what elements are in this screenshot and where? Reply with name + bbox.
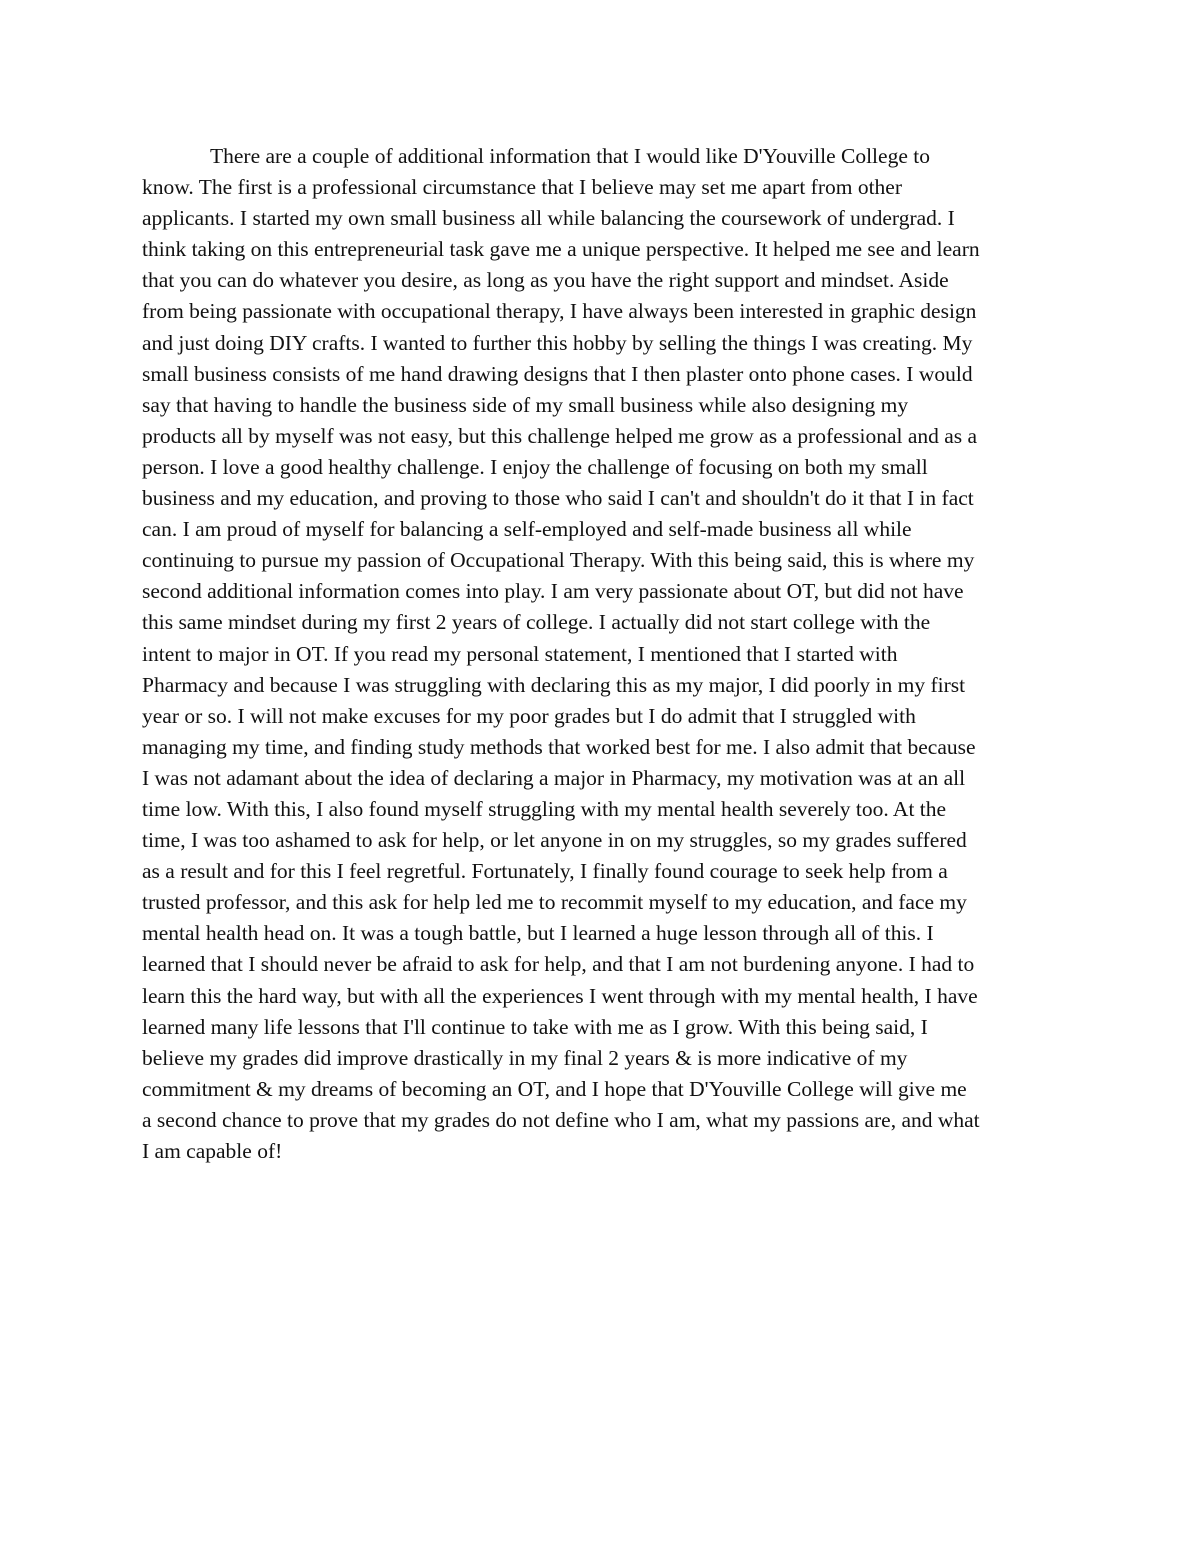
text-line: mental health head on. It was a tough battle, but I learned a huge lesson through all of this. I bbox=[142, 921, 934, 946]
text-line: I was not adamant about the idea of declaring a major in Pharmacy, my motivation was at an all bbox=[142, 765, 966, 790]
text-line: this same mindset during my first 2 years of college. I actually did not start college with the bbox=[142, 610, 931, 635]
text-line: Pharmacy and because I was struggling with declaring this as my major, I did poorly in my first bbox=[142, 672, 966, 697]
text-line: I am capable of! bbox=[142, 1139, 283, 1163]
text-line: a second chance to prove that my grades do not define who I am, what my passions are, and what bbox=[142, 1107, 980, 1132]
text-line: commitment & my dreams of becoming an OT, and I hope that D'Youville College will give me bbox=[142, 1076, 967, 1101]
text-line: There are a couple of additional information that I would like D'Youville College to bbox=[210, 144, 930, 168]
text-line: year or so. I will not make excuses for my poor grades but I do admit that I struggled with bbox=[142, 703, 916, 728]
text-line: that you can do whatever you desire, as long as you have the right support and mindset. Aside bbox=[142, 268, 949, 293]
text-line: time low. With this, I also found myself struggling with my mental health severely too. At the bbox=[142, 796, 947, 821]
text-line: time, I was too ashamed to ask for help, or let anyone in on my struggles, so my grades suffered bbox=[142, 828, 967, 853]
text-line: person. I love a good healthy challenge. I enjoy the challenge of focusing on both my small bbox=[142, 454, 928, 479]
text-line: products all by myself was not easy, but this challenge helped me grow as a professional and as a bbox=[142, 423, 978, 448]
essay-paragraph bbox=[142, 141, 1072, 1167]
text-line: intent to major in OT. If you read my personal statement, I mentioned that I started with bbox=[142, 641, 898, 666]
text-line: and just doing DIY crafts. I wanted to further this hobby by selling the things I was creating. My bbox=[142, 330, 973, 355]
text-line: business and my education, and proving to those who said I can't and shouldn't do it that I in fact bbox=[142, 486, 974, 511]
text-line: learned many life lessons that I'll continue to take with me as I grow. With this being said, I bbox=[142, 1014, 928, 1039]
text-line: trusted professor, and this ask for help led me to recommit myself to my education, and face my bbox=[142, 890, 967, 915]
text-line: small business consists of me hand drawing designs that I then plaster onto phone cases. I would bbox=[142, 361, 973, 386]
text-line: think taking on this entrepreneurial task gave me a unique perspective. It helped me see and learn bbox=[142, 237, 980, 262]
text-line: say that having to handle the business side of my small business while also designing my bbox=[142, 392, 909, 417]
text-line: can. I am proud of myself for balancing a self-employed and self-made business all while bbox=[142, 517, 912, 542]
text-line: believe my grades did improve drastically in my final 2 years & is more indicative of my bbox=[142, 1045, 908, 1070]
text-line: learned that I should never be afraid to ask for help, and that I am not burdening anyone. I had to bbox=[142, 952, 975, 977]
text-line: from being passionate with occupational therapy, I have always been interested in graphic design bbox=[142, 299, 977, 324]
text-line: continuing to pursue my passion of Occupational Therapy. With this being said, this is where my bbox=[142, 548, 975, 573]
text-line: second additional information comes into play. I am very passionate about OT, but did not have bbox=[142, 579, 964, 604]
text-line: as a result and for this I feel regretful. Fortunately, I finally found courage to seek help from a bbox=[142, 859, 948, 884]
text-line: know. The first is a professional circumstance that I believe may set me apart from other bbox=[142, 175, 903, 200]
text-line: applicants. I started my own small business all while balancing the coursework of undergrad. I bbox=[142, 206, 955, 231]
text-line: managing my time, and finding study methods that worked best for me. I also admit that because bbox=[142, 734, 976, 759]
text-line: learn this the hard way, but with all the experiences I went through with my mental health, I have bbox=[142, 983, 978, 1008]
